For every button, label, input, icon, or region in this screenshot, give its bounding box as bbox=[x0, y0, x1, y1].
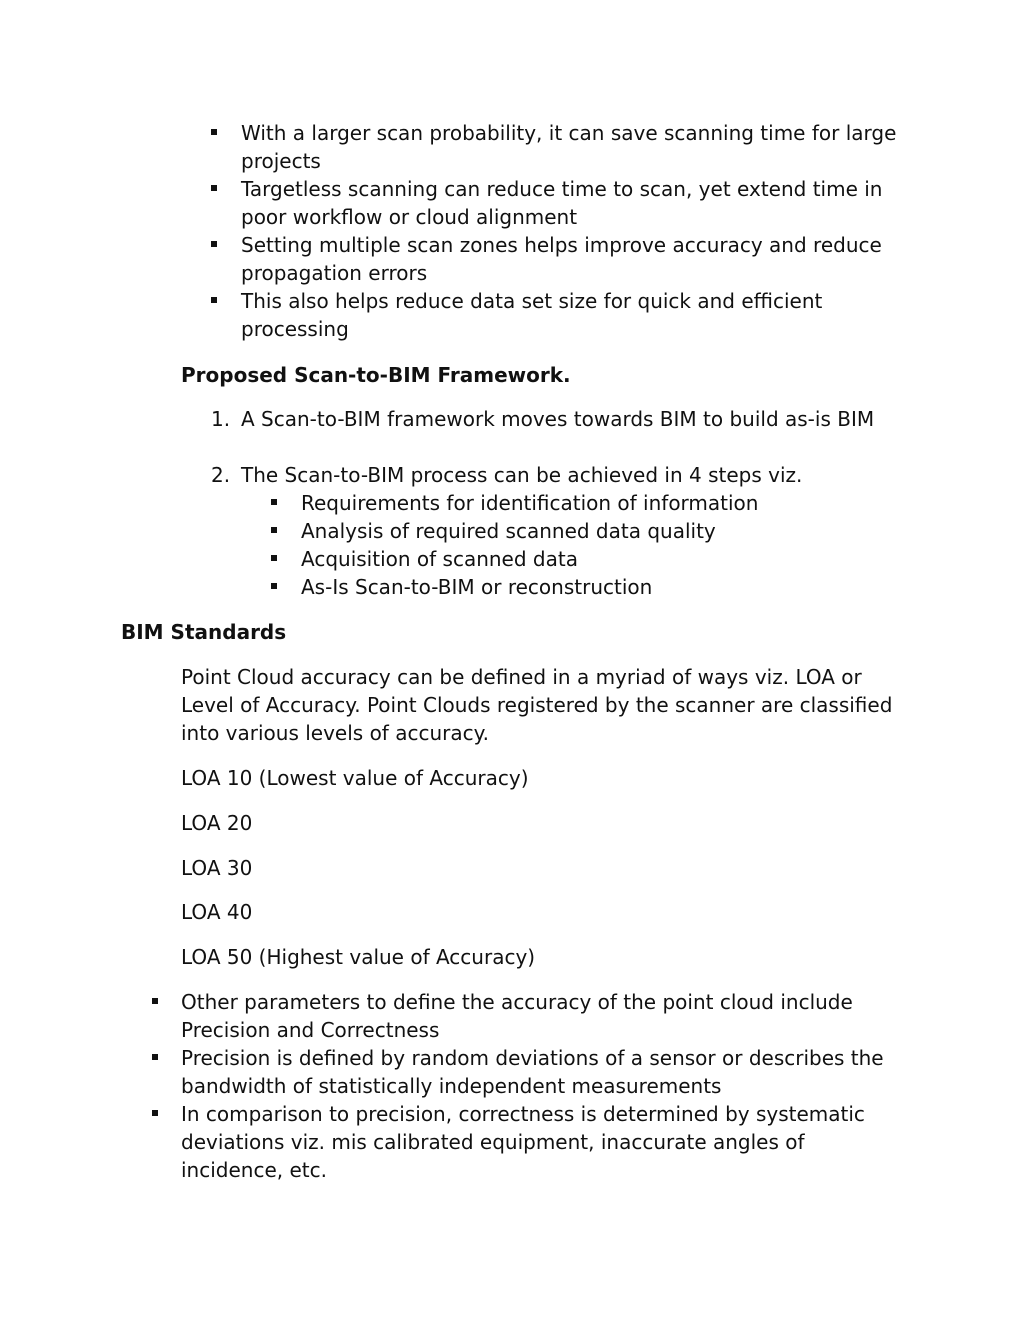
list-number: 2. bbox=[211, 463, 231, 487]
bullet-marker bbox=[152, 998, 158, 1004]
list-item-line: Requirements for identification of information bbox=[301, 491, 759, 515]
bullet-marker bbox=[152, 1110, 158, 1116]
bullet-marker bbox=[152, 1054, 158, 1060]
loa-level: LOA 40 bbox=[181, 900, 253, 924]
framework-heading: Proposed Scan-to-BIM Framework. bbox=[181, 363, 571, 387]
bullet-marker bbox=[271, 527, 277, 533]
list-item-line: A Scan-to-BIM framework moves towards BIM to build as-is BIM bbox=[241, 407, 875, 431]
list-item-line: projects bbox=[241, 149, 321, 173]
list-item-line: As-Is Scan-to-BIM or reconstruction bbox=[301, 575, 653, 599]
standards-heading: BIM Standards bbox=[121, 620, 287, 644]
list-item-line: Setting multiple scan zones helps improve accuracy and reduce bbox=[241, 233, 882, 257]
list-item-line: bandwidth of statistically independent measurements bbox=[181, 1074, 722, 1098]
loa-level: LOA 20 bbox=[181, 811, 253, 835]
bullet-marker bbox=[211, 297, 217, 303]
list-item-line: In comparison to precision, correctness is determined by systematic bbox=[181, 1102, 865, 1126]
bullet-marker bbox=[271, 499, 277, 505]
list-item-line: Precision is defined by random deviations of a sensor or describes the bbox=[181, 1046, 884, 1070]
paragraph-line: Level of Accuracy. Point Clouds registered by the scanner are classified bbox=[181, 693, 893, 717]
list-number: 1. bbox=[211, 407, 231, 431]
bullet-marker bbox=[211, 241, 217, 247]
list-item-line: Other parameters to define the accuracy of the point cloud include bbox=[181, 990, 853, 1014]
list-item-line: poor workflow or cloud alignment bbox=[241, 205, 578, 229]
list-item-line: processing bbox=[241, 317, 349, 341]
paragraph-line: into various levels of accuracy. bbox=[181, 721, 489, 745]
paragraph-line: Point Cloud accuracy can be defined in a myriad of ways viz. LOA or bbox=[181, 665, 862, 689]
list-item-line: This also helps reduce data set size for quick and efficient bbox=[241, 289, 823, 313]
list-item-line: incidence, etc. bbox=[181, 1158, 327, 1182]
list-item-line: The Scan-to-BIM process can be achieved in 4 steps viz. bbox=[241, 463, 803, 487]
loa-level: LOA 10 (Lowest value of Accuracy) bbox=[181, 766, 529, 790]
bullet-marker bbox=[211, 185, 217, 191]
loa-level: LOA 30 bbox=[181, 856, 253, 880]
loa-level: LOA 50 (Highest value of Accuracy) bbox=[181, 945, 536, 969]
list-item-line: With a larger scan probability, it can save scanning time for large bbox=[241, 121, 897, 145]
list-item-line: Targetless scanning can reduce time to scan, yet extend time in bbox=[241, 177, 883, 201]
list-item-line: deviations viz. mis calibrated equipment, inaccurate angles of bbox=[181, 1130, 805, 1154]
bullet-marker bbox=[271, 583, 277, 589]
list-item-line: propagation errors bbox=[241, 261, 428, 285]
list-item-line: Precision and Correctness bbox=[181, 1018, 440, 1042]
list-item-line: Analysis of required scanned data quality bbox=[301, 519, 716, 543]
bullet-marker bbox=[211, 129, 217, 135]
bullet-marker bbox=[271, 555, 277, 561]
list-item-line: Acquisition of scanned data bbox=[301, 547, 578, 571]
